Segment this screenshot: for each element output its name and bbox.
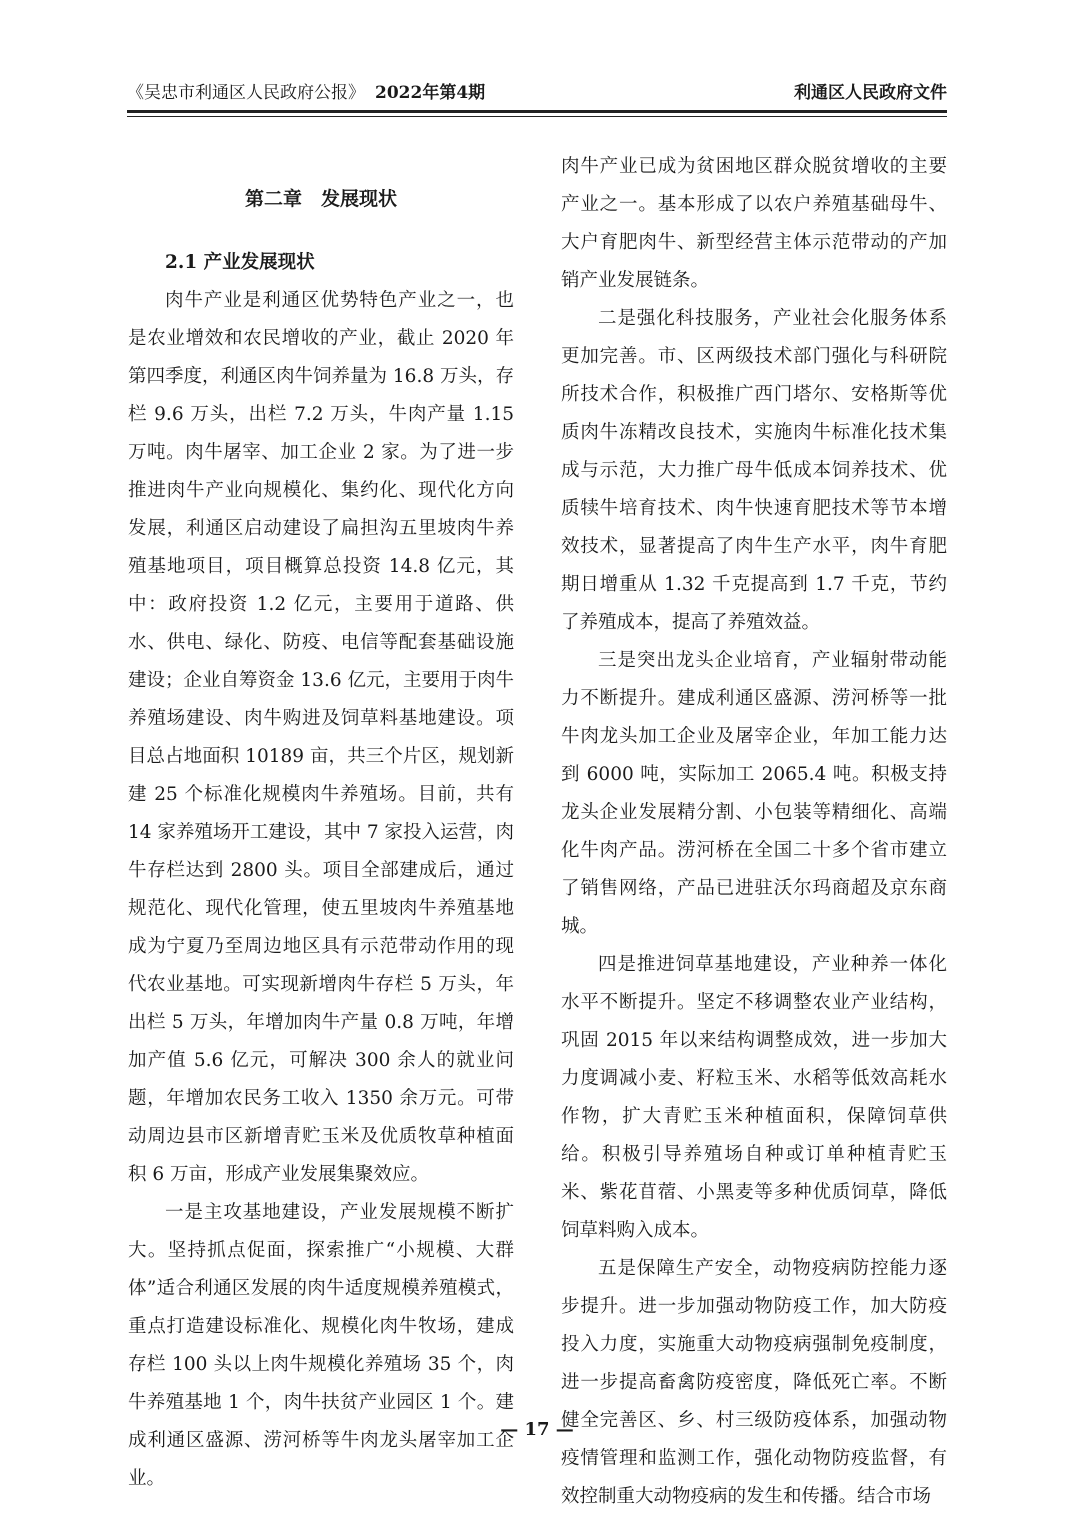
section-title: 2.1 产业发展现状 <box>165 252 315 273</box>
paragraph: 肉牛产业是利通区优势特色产业之一，也是农业增效和农民增收的产业，截止 2020 年第四季度，利通区肉牛饲养量为 16.8 万头，存栏 9.6 万头，出栏 7.2 万头，牛肉产量 1.15 万吨。肉牛屠宰、加工企业 2 家。为了进一步推进肉牛产业向规模化、集约化、现代化方向发展，利通区启动建设了扁担沟五里坡肉牛养殖基地项目，项目概算总投资 14.8 亿元，其中：政府投资 1.2 亿元，主要用于道路、供水、供电、绿化、防疫、电信等配套基础设施建设；企业自筹资金 13.6 亿元，主要用于肉牛养殖场建设、肉牛购进及饲草料基地建设。项目总占地面积 10189 亩，共三个片区，规划新建 25 个标准化规模肉牛养殖场。目前，共有 14 家养殖场开工建设，其中 7 家投入运营，肉牛存栏达到 2800 头。项目全部建成后，通过规范化、现代化管理，使五里坡肉牛养殖基地成为宁夏乃至周边地区具有示范带动作用的现代农业基地。可实现新增肉牛存栏 5 万头，年出栏 5 万头，年增加肉牛产量 0.8 万吨，年增加产值 5.6 亿元，可解决 300 余人的就业问题，年增加农民务工收入 1350 余万元。可带动周边县市区新增青贮玉米及优质牧草种植面积 6 万亩，形成产业发展集聚效应。 <box>128 290 514 1185</box>
header-section: 利通区人民政府文件 <box>794 83 947 103</box>
paragraph: 四是推进饲草基地建设，产业种养一体化水平不断提升。坚定不移调整农业产业结构，巩固 2015 年以来结构调整成效，进一步加大力度调减小麦、籽粒玉米、水稻等低效高耗水作物，扩大青贮玉米种植面积，保障饲草供给。积极引导养殖场自种或订单种植青贮玉米、紫花苜蓿、小黑麦等多种优质饲草，降低饲草料购入成本。 <box>561 954 947 1241</box>
page-header <box>127 78 947 106</box>
header-issue: 2022年第4期 <box>375 83 486 103</box>
right-column <box>561 148 947 1516</box>
paragraph-continuation: 肉牛产业已成为贫困地区群众脱贫增收的主要产业之一。基本形成了以农户养殖基础母牛、大户育肥肉牛、新型经营主体示范带动的产加销产业发展链条。 <box>561 156 947 291</box>
paragraph: 三是突出龙头企业培育，产业辐射带动能力不断提升。建成利通区盛源、涝河桥等一批牛肉龙头加工企业及屠宰企业，年加工能力达到 6000 吨，实际加工 2065.4 吨。积极支持龙头企业发展精分割、小包装等精细化、高端化牛肉产品。涝河桥在全国二十多个省市建立了销售网络，产品已进驻沃尔玛商超及京东商城。 <box>561 650 947 937</box>
paragraph: 一是主攻基地建设，产业发展规模不断扩大。坚持抓点促面，探索推广“小规模、大群体”适合利通区发展的肉牛适度规模养殖模式，重点打造建设标准化、规模化肉牛牧场，建成存栏 100 头以上肉牛规模化养殖场 35 个，肉牛养殖基地 1 个，肉牛扶贫产业园区 1 个。建成利通区盛源、涝河桥等牛肉龙头屠宰加工企业。 <box>128 1202 514 1489</box>
paragraph: 二是强化科技服务，产业社会化服务体系更加完善。市、区两级技术部门强化与科研院所技术合作，积极推广西门塔尔、安格斯等优质肉牛冻精改良技术，实施肉牛标准化技术集成与示范，大力推广母牛低成本饲养技术、优质犊牛培育技术、肉牛快速育肥技术等节本增效技术，显著提高了肉牛生产水平，肉牛育肥期日增重从 1.32 千克提高到 1.7 千克，节约了养殖成本，提高了养殖效益。 <box>561 308 947 633</box>
page-number: — 17 — <box>500 1419 574 1440</box>
paragraph: 五是保障生产安全，动物疫病防控能力逐步提升。进一步加强动物防疫工作，加大防疫投入力度，实施重大动物疫病强制免疫制度，进一步提高畜禽防疫密度，降低死亡率。不断健全完善区、乡、村三级防疫体系，加强动物疫情管理和监测工作，强化动物防疫监督，有效控制重大动物疫病的发生和传播。结合市场 <box>561 1258 947 1507</box>
header-rule-thin <box>127 116 947 117</box>
header-rule-thick <box>127 110 947 113</box>
chapter-title: 第二章 发展现状 <box>244 188 397 210</box>
left-column <box>128 148 514 1498</box>
header-publication: 《吴忠市利通区人民政府公报》 2022年第4期 <box>127 83 486 103</box>
